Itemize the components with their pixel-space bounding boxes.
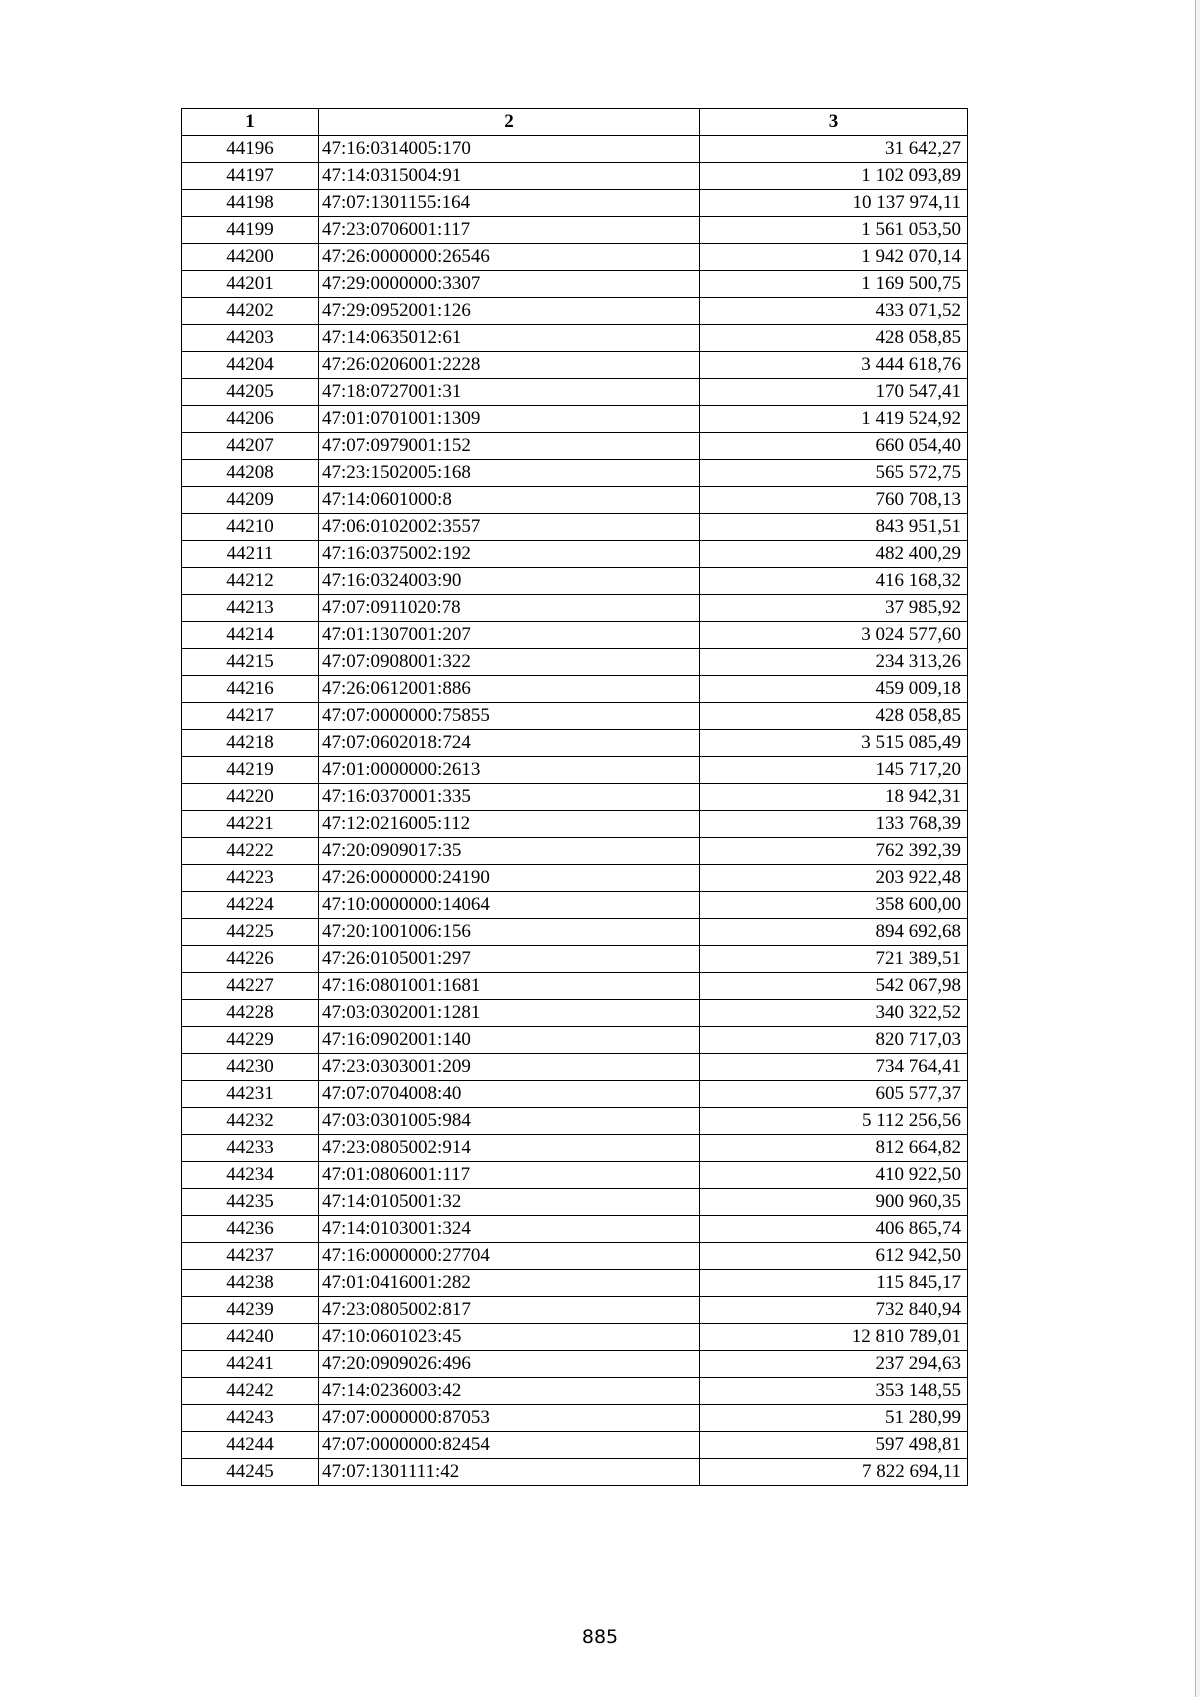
cell-cadastral-value: 1 169 500,75 [700, 271, 968, 298]
cell-row-number: 44225 [182, 919, 319, 946]
cell-cadastral-value: 721 389,51 [700, 946, 968, 973]
cell-cadastral-number: 47:29:0000000:3307 [319, 271, 700, 298]
cell-row-number: 44196 [182, 136, 319, 163]
table-row [182, 784, 968, 811]
cell-cadastral-value: 428 058,85 [700, 325, 968, 352]
cell-row-number: 44213 [182, 595, 319, 622]
table-row [182, 352, 968, 379]
table-row [182, 1243, 968, 1270]
cell-cadastral-value: 3 515 085,49 [700, 730, 968, 757]
cell-cadastral-value: 894 692,68 [700, 919, 968, 946]
cell-cadastral-number: 47:16:0314005:170 [319, 136, 700, 163]
cell-cadastral-value: 762 392,39 [700, 838, 968, 865]
cell-cadastral-number: 47:06:0102002:3557 [319, 514, 700, 541]
cell-cadastral-value: 812 664,82 [700, 1135, 968, 1162]
column-header-cadastral-number: 2 [319, 109, 700, 136]
cell-cadastral-value: 5 112 256,56 [700, 1108, 968, 1135]
cell-row-number: 44212 [182, 568, 319, 595]
cell-cadastral-value: 660 054,40 [700, 433, 968, 460]
table-row [182, 406, 968, 433]
table-row [182, 892, 968, 919]
cell-cadastral-value: 820 717,03 [700, 1027, 968, 1054]
cell-row-number: 44207 [182, 433, 319, 460]
cell-cadastral-number: 47:23:0706001:117 [319, 217, 700, 244]
cell-cadastral-value: 1 419 524,92 [700, 406, 968, 433]
cell-cadastral-number: 47:14:0315004:91 [319, 163, 700, 190]
cell-row-number: 44208 [182, 460, 319, 487]
cell-row-number: 44222 [182, 838, 319, 865]
table-row [182, 1378, 968, 1405]
cell-cadastral-value: 410 922,50 [700, 1162, 968, 1189]
cell-row-number: 44205 [182, 379, 319, 406]
cell-cadastral-number: 47:16:0801001:1681 [319, 973, 700, 1000]
table-row [182, 1000, 968, 1027]
cell-cadastral-value: 459 009,18 [700, 676, 968, 703]
cell-cadastral-value: 340 322,52 [700, 1000, 968, 1027]
cell-cadastral-value: 203 922,48 [700, 865, 968, 892]
cell-cadastral-value: 18 942,31 [700, 784, 968, 811]
cell-row-number: 44214 [182, 622, 319, 649]
cell-row-number: 44202 [182, 298, 319, 325]
table-row [182, 1324, 968, 1351]
cell-cadastral-value: 734 764,41 [700, 1054, 968, 1081]
cell-row-number: 44200 [182, 244, 319, 271]
cell-cadastral-number: 47:26:0105001:297 [319, 946, 700, 973]
cell-row-number: 44224 [182, 892, 319, 919]
cell-row-number: 44199 [182, 217, 319, 244]
table-row [182, 865, 968, 892]
table-row [182, 1189, 968, 1216]
cell-row-number: 44218 [182, 730, 319, 757]
cell-row-number: 44223 [182, 865, 319, 892]
cell-cadastral-value: 416 168,32 [700, 568, 968, 595]
cell-cadastral-value: 3 024 577,60 [700, 622, 968, 649]
table-row [182, 595, 968, 622]
cell-cadastral-value: 605 577,37 [700, 1081, 968, 1108]
cell-cadastral-number: 47:07:0979001:152 [319, 433, 700, 460]
cell-cadastral-value: 234 313,26 [700, 649, 968, 676]
cell-cadastral-value: 542 067,98 [700, 973, 968, 1000]
table-row [182, 1054, 968, 1081]
cell-cadastral-number: 47:23:0805002:817 [319, 1297, 700, 1324]
page-right-edge [1195, 0, 1200, 1697]
table-row [182, 271, 968, 298]
cell-row-number: 44211 [182, 541, 319, 568]
cell-row-number: 44232 [182, 1108, 319, 1135]
cell-cadastral-number: 47:16:0375002:192 [319, 541, 700, 568]
page-number: 885 [581, 1626, 619, 1648]
cell-cadastral-value: 597 498,81 [700, 1432, 968, 1459]
cell-row-number: 44221 [182, 811, 319, 838]
cell-cadastral-value: 133 768,39 [700, 811, 968, 838]
cell-cadastral-value: 12 810 789,01 [700, 1324, 968, 1351]
cell-cadastral-value: 170 547,41 [700, 379, 968, 406]
table-row [182, 676, 968, 703]
cell-row-number: 44234 [182, 1162, 319, 1189]
cell-cadastral-value: 358 600,00 [700, 892, 968, 919]
table-row [182, 1432, 968, 1459]
table-row [182, 1162, 968, 1189]
cell-cadastral-number: 47:18:0727001:31 [319, 379, 700, 406]
cell-cadastral-number: 47:23:0805002:914 [319, 1135, 700, 1162]
cell-row-number: 44237 [182, 1243, 319, 1270]
cell-row-number: 44240 [182, 1324, 319, 1351]
cell-cadastral-value: 31 642,27 [700, 136, 968, 163]
table-row [182, 1351, 968, 1378]
table-row [182, 730, 968, 757]
cell-cadastral-number: 47:16:0370001:335 [319, 784, 700, 811]
cell-cadastral-number: 47:26:0612001:886 [319, 676, 700, 703]
table-row [182, 1297, 968, 1324]
cell-row-number: 44210 [182, 514, 319, 541]
cell-cadastral-number: 47:14:0105001:32 [319, 1189, 700, 1216]
cell-cadastral-value: 115 845,17 [700, 1270, 968, 1297]
table-row [182, 1081, 968, 1108]
table-row [182, 190, 968, 217]
cell-cadastral-number: 47:07:0000000:82454 [319, 1432, 700, 1459]
cell-cadastral-number: 47:23:0303001:209 [319, 1054, 700, 1081]
cell-cadastral-value: 760 708,13 [700, 487, 968, 514]
cell-cadastral-number: 47:16:0902001:140 [319, 1027, 700, 1054]
cell-row-number: 44239 [182, 1297, 319, 1324]
cell-row-number: 44201 [182, 271, 319, 298]
table-row [182, 1135, 968, 1162]
cell-cadastral-value: 3 444 618,76 [700, 352, 968, 379]
cell-cadastral-number: 47:07:1301155:164 [319, 190, 700, 217]
cell-cadastral-number: 47:07:0000000:75855 [319, 703, 700, 730]
cell-row-number: 44226 [182, 946, 319, 973]
cell-row-number: 44215 [182, 649, 319, 676]
cell-cadastral-value: 433 071,52 [700, 298, 968, 325]
cell-cadastral-number: 47:14:0236003:42 [319, 1378, 700, 1405]
cell-cadastral-value: 1 942 070,14 [700, 244, 968, 271]
cell-row-number: 44244 [182, 1432, 319, 1459]
table-row [182, 217, 968, 244]
cell-row-number: 44238 [182, 1270, 319, 1297]
cell-cadastral-value: 612 942,50 [700, 1243, 968, 1270]
table-row [182, 379, 968, 406]
cell-cadastral-value: 1 102 093,89 [700, 163, 968, 190]
cell-cadastral-number: 47:20:0909017:35 [319, 838, 700, 865]
table-row [182, 433, 968, 460]
cell-cadastral-number: 47:10:0601023:45 [319, 1324, 700, 1351]
cell-cadastral-number: 47:20:1001006:156 [319, 919, 700, 946]
table-row [182, 622, 968, 649]
cell-cadastral-number: 47:16:0000000:27704 [319, 1243, 700, 1270]
cell-cadastral-number: 47:14:0103001:324 [319, 1216, 700, 1243]
cell-cadastral-number: 47:07:0602018:724 [319, 730, 700, 757]
table-row [182, 1108, 968, 1135]
cell-row-number: 44220 [182, 784, 319, 811]
cell-cadastral-value: 732 840,94 [700, 1297, 968, 1324]
table-row [182, 1459, 968, 1486]
table-row [182, 244, 968, 271]
cell-row-number: 44243 [182, 1405, 319, 1432]
table-row [182, 649, 968, 676]
table-row [182, 163, 968, 190]
cell-cadastral-number: 47:07:0908001:322 [319, 649, 700, 676]
cell-cadastral-number: 47:26:0000000:26546 [319, 244, 700, 271]
table-row [182, 1216, 968, 1243]
cell-cadastral-number: 47:01:0806001:117 [319, 1162, 700, 1189]
table-row [182, 811, 968, 838]
cell-row-number: 44245 [182, 1459, 319, 1486]
cell-cadastral-value: 900 960,35 [700, 1189, 968, 1216]
cell-row-number: 44241 [182, 1351, 319, 1378]
cell-cadastral-value: 565 572,75 [700, 460, 968, 487]
cell-row-number: 44227 [182, 973, 319, 1000]
cell-row-number: 44204 [182, 352, 319, 379]
cell-cadastral-number: 47:26:0206001:2228 [319, 352, 700, 379]
cell-row-number: 44235 [182, 1189, 319, 1216]
cell-cadastral-value: 1 561 053,50 [700, 217, 968, 244]
cell-row-number: 44209 [182, 487, 319, 514]
table-row [182, 973, 968, 1000]
cell-cadastral-number: 47:14:0635012:61 [319, 325, 700, 352]
table-row [182, 946, 968, 973]
cell-cadastral-number: 47:16:0324003:90 [319, 568, 700, 595]
cell-row-number: 44216 [182, 676, 319, 703]
table-row [182, 919, 968, 946]
cell-row-number: 44219 [182, 757, 319, 784]
cell-cadastral-number: 47:03:0302001:1281 [319, 1000, 700, 1027]
table-row [182, 136, 968, 163]
cell-cadastral-value: 406 865,74 [700, 1216, 968, 1243]
cell-cadastral-number: 47:03:0301005:984 [319, 1108, 700, 1135]
table-row [182, 487, 968, 514]
table-row [182, 460, 968, 487]
cell-cadastral-number: 47:10:0000000:14064 [319, 892, 700, 919]
table-row [182, 1405, 968, 1432]
table-row [182, 568, 968, 595]
cell-cadastral-number: 47:26:0000000:24190 [319, 865, 700, 892]
cadastral-value-table [181, 108, 968, 1486]
cell-cadastral-value: 237 294,63 [700, 1351, 968, 1378]
cell-cadastral-number: 47:07:0000000:87053 [319, 1405, 700, 1432]
cell-row-number: 44228 [182, 1000, 319, 1027]
cell-row-number: 44236 [182, 1216, 319, 1243]
cell-cadastral-value: 145 717,20 [700, 757, 968, 784]
cell-cadastral-value: 428 058,85 [700, 703, 968, 730]
cell-cadastral-number: 47:07:1301111:42 [319, 1459, 700, 1486]
cell-cadastral-number: 47:29:0952001:126 [319, 298, 700, 325]
cell-cadastral-value: 10 137 974,11 [700, 190, 968, 217]
cell-row-number: 44230 [182, 1054, 319, 1081]
cell-cadastral-value: 482 400,29 [700, 541, 968, 568]
cell-cadastral-number: 47:01:0000000:2613 [319, 757, 700, 784]
cell-cadastral-number: 47:01:0701001:1309 [319, 406, 700, 433]
cell-row-number: 44242 [182, 1378, 319, 1405]
cell-cadastral-value: 7 822 694,11 [700, 1459, 968, 1486]
table-row [182, 838, 968, 865]
cell-cadastral-value: 843 951,51 [700, 514, 968, 541]
cell-cadastral-number: 47:14:0601000:8 [319, 487, 700, 514]
table-row [182, 1270, 968, 1297]
table-row [182, 514, 968, 541]
table-row [182, 1027, 968, 1054]
cell-row-number: 44206 [182, 406, 319, 433]
cell-row-number: 44198 [182, 190, 319, 217]
cell-row-number: 44229 [182, 1027, 319, 1054]
cell-row-number: 44217 [182, 703, 319, 730]
table-row [182, 298, 968, 325]
table-row [182, 541, 968, 568]
cell-cadastral-value: 37 985,92 [700, 595, 968, 622]
table-header-row [182, 109, 968, 136]
cell-row-number: 44203 [182, 325, 319, 352]
table-row [182, 325, 968, 352]
cell-row-number: 44231 [182, 1081, 319, 1108]
cell-cadastral-number: 47:07:0911020:78 [319, 595, 700, 622]
cell-cadastral-number: 47:20:0909026:496 [319, 1351, 700, 1378]
table-row [182, 703, 968, 730]
cell-row-number: 44233 [182, 1135, 319, 1162]
column-header-number: 1 [182, 109, 319, 136]
cell-cadastral-number: 47:12:0216005:112 [319, 811, 700, 838]
cell-cadastral-number: 47:23:1502005:168 [319, 460, 700, 487]
cell-cadastral-number: 47:01:0416001:282 [319, 1270, 700, 1297]
cell-cadastral-value: 353 148,55 [700, 1378, 968, 1405]
column-header-value: 3 [700, 109, 968, 136]
cell-cadastral-number: 47:07:0704008:40 [319, 1081, 700, 1108]
table-row [182, 757, 968, 784]
cell-cadastral-value: 51 280,99 [700, 1405, 968, 1432]
table-body [182, 136, 968, 1486]
cell-row-number: 44197 [182, 163, 319, 190]
cell-cadastral-number: 47:01:1307001:207 [319, 622, 700, 649]
